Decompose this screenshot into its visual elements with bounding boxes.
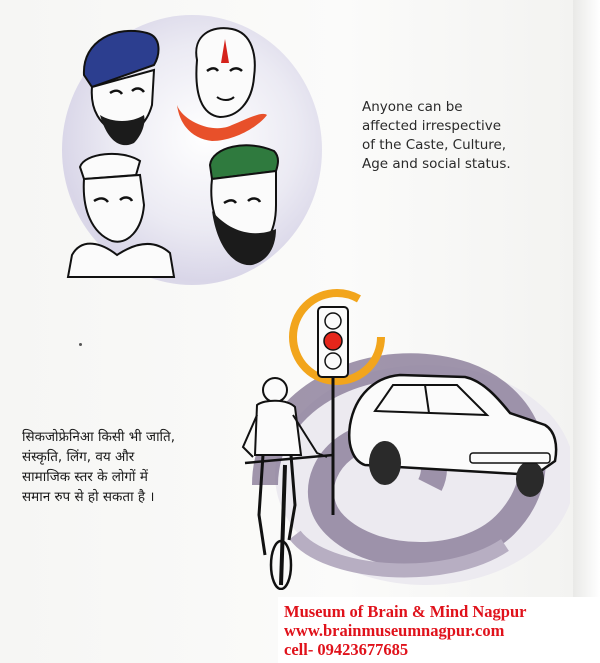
hindi-caption-line: सामाजिक स्तर के लोगों में [22,469,148,485]
green-cap-man-face [210,145,278,265]
hindi-caption-line: समान रुप से हो सकता है । [22,489,155,505]
street-scene-illustration [225,285,570,590]
museum-name: Museum of Brain & Mind Nagpur [284,602,527,621]
four-faces-illustration [62,15,322,285]
stray-mark [79,343,82,346]
museum-website: www.brainmuseumnagpur.com [284,621,505,640]
english-caption-line: Anyone can be [362,99,463,115]
page-edge [573,0,600,663]
english-caption [362,98,532,174]
hindi-caption [22,427,232,507]
english-caption-line: Age and social status. [362,156,511,172]
hindi-caption-line: सिकजोफ्रेनिआ किसी भी जाति, [22,429,176,445]
tilak-man-face [177,28,267,141]
turban-man-face [84,31,159,145]
english-caption-line: of the Caste, Culture, [362,137,507,153]
hindi-caption-line: संस्कृति, लिंग, वय और [22,449,135,465]
english-caption-line: affected irrespective [362,118,502,134]
white-cap-man-face [68,154,174,277]
museum-credit-box [278,597,600,663]
museum-phone: cell- 09423677685 [284,640,409,659]
